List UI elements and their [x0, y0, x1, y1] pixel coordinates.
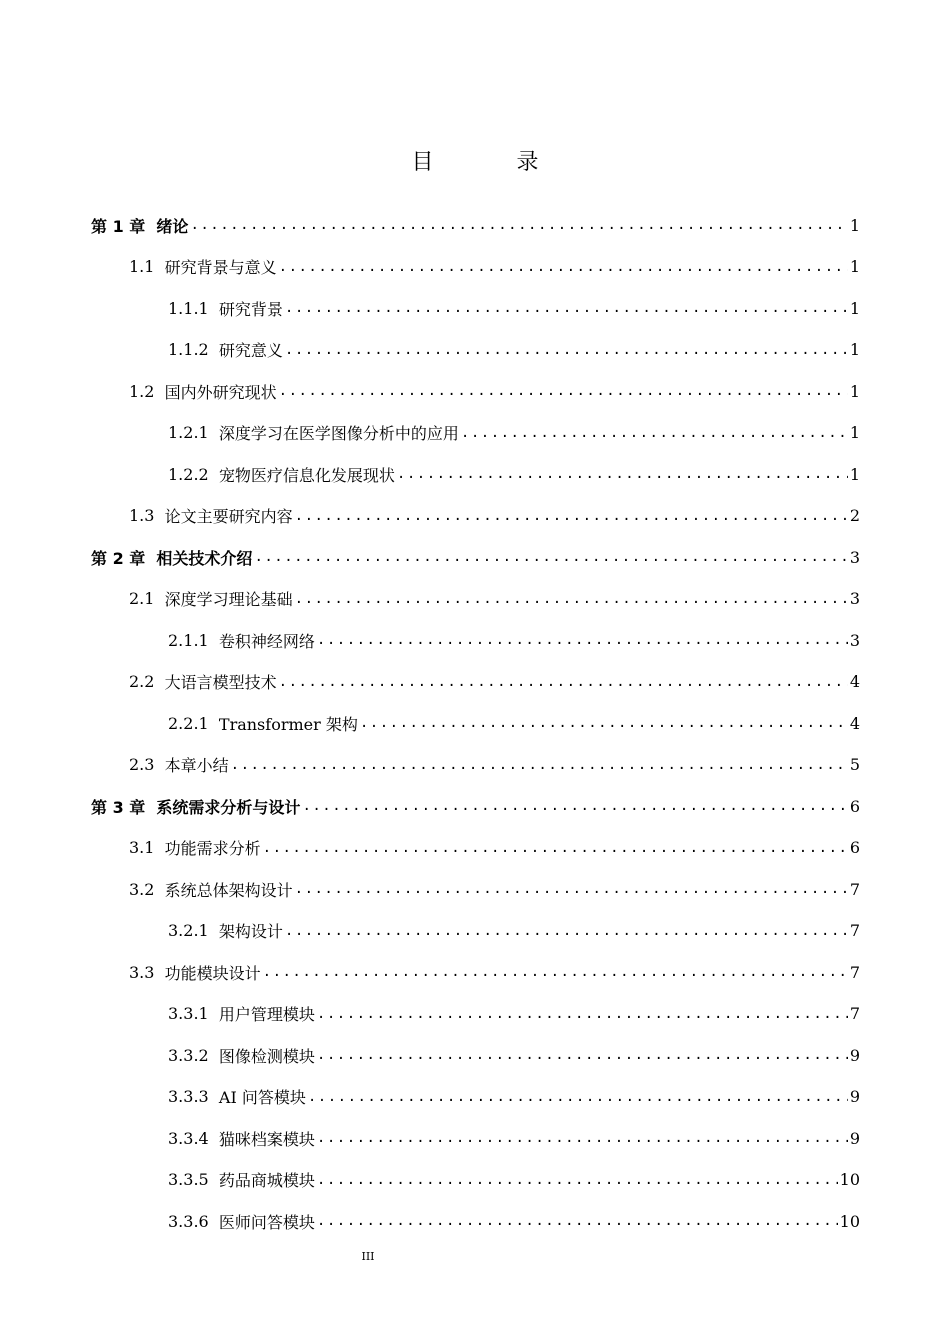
toc-entry-page: 1 [849, 257, 860, 276]
toc-entry-number: 第 1 章 [91, 216, 146, 236]
toc-dot-leader [317, 622, 848, 658]
toc-entry[interactable] [168, 1079, 860, 1115]
toc-dot-leader [295, 581, 848, 617]
toc-entry-number: 3.1 [129, 838, 155, 857]
toc-entry[interactable] [129, 373, 860, 409]
toc-entry-page: 2 [849, 506, 860, 525]
toc-entry-page: 1 [849, 464, 860, 484]
toc-dot-leader [317, 1203, 838, 1239]
toc-dot-leader [295, 498, 848, 534]
toc-entry-title: 宠物医疗信息化发展现状 [218, 465, 395, 485]
toc-entry-title: 功能需求分析 [164, 839, 261, 858]
toc-entry-title: 图像检测模块 [218, 1046, 315, 1066]
toc-entry-number: 3.3 [129, 962, 155, 982]
toc-entry-number: 1.2.1 [168, 423, 209, 442]
toc-entry[interactable] [168, 290, 860, 326]
toc-entry-page: 9 [849, 1128, 860, 1148]
toc-dot-leader [254, 539, 847, 575]
toc-entry-title: 绪论 [156, 216, 189, 236]
toc-entry-number: 1.1.1 [168, 298, 209, 318]
toc-entry-page: 9 [849, 1045, 860, 1065]
toc-dot-leader [279, 373, 848, 409]
toc-entry[interactable] [168, 996, 860, 1032]
toc-entry-title: 研究意义 [218, 341, 283, 360]
toc-entry-page: 3 [849, 547, 860, 567]
toc-entry[interactable] [91, 207, 860, 243]
toc-entry-page: 7 [849, 1004, 860, 1023]
toc-entry-number: 2.1 [129, 589, 155, 608]
toc-entry-number: 3.2.1 [168, 921, 209, 940]
toc-entry-title: 国内外研究现状 [164, 382, 277, 402]
toc-entry-title: 研究背景与意义 [164, 258, 277, 277]
toc-title: 目 录 [411, 150, 577, 175]
toc-entry-page: 7 [849, 962, 860, 982]
toc-entry-page: 10 [839, 1170, 860, 1189]
toc-entry[interactable] [129, 954, 860, 990]
toc-entry-title: AI 问答模块 [218, 1088, 306, 1107]
toc-dot-leader [285, 913, 848, 949]
toc-entry-title: 论文主要研究内容 [164, 507, 293, 526]
toc-entry-number: 1.3 [129, 506, 155, 525]
toc-entry-title: 系统需求分析与设计 [156, 797, 301, 817]
toc-entry[interactable] [129, 747, 860, 783]
toc-dot-leader [308, 1079, 848, 1115]
toc-entry-page: 6 [849, 838, 860, 857]
toc-entry[interactable] [168, 1037, 860, 1073]
toc-entry-title: Transformer 架构 [218, 714, 358, 734]
toc-entry[interactable] [129, 664, 860, 700]
toc-entry-page: 1 [849, 381, 860, 401]
toc-entry-page: 7 [849, 921, 860, 940]
toc-entry-number: 2.3 [129, 755, 155, 774]
toc-entry-title: 医师问答模块 [218, 1212, 315, 1232]
toc-entry-title: 本章小结 [164, 756, 229, 775]
toc-entry-page: 6 [849, 796, 860, 816]
toc-entry-page: 3 [849, 630, 860, 650]
toc-dot-leader [317, 1120, 848, 1156]
toc-entry-number: 3.3.3 [168, 1087, 209, 1106]
toc-dot-leader [302, 788, 847, 824]
toc-dot-leader [285, 290, 848, 326]
toc-entry-title: 功能模块设计 [164, 963, 261, 983]
toc-entry-title: 相关技术介绍 [156, 548, 253, 568]
toc-entry-number: 1.2.2 [168, 464, 209, 484]
toc-dot-leader [190, 207, 847, 243]
toc-dot-leader [360, 705, 848, 741]
toc-entry-number: 2.2 [129, 672, 155, 691]
toc-entry-number: 3.2 [129, 879, 155, 899]
toc-entry[interactable] [168, 1203, 860, 1239]
toc-entry-title: 系统总体架构设计 [164, 880, 293, 900]
toc-entry-number: 1.2 [129, 381, 155, 401]
toc-entry-page: 1 [849, 423, 860, 442]
toc-entry-page: 4 [849, 713, 860, 733]
toc-entry[interactable] [168, 1120, 860, 1156]
toc-dot-leader [295, 871, 848, 907]
toc-entry-number: 3.3.4 [168, 1128, 209, 1148]
toc-entry-page: 1 [849, 298, 860, 318]
toc-entry[interactable] [91, 788, 860, 824]
toc-entry-number: 3.3.2 [168, 1045, 209, 1065]
toc-entry-page: 9 [849, 1087, 860, 1106]
toc-dot-leader [397, 456, 848, 492]
toc-dot-leader [317, 996, 848, 1032]
toc-entry-title: 深度学习理论基础 [164, 590, 293, 609]
toc-entry[interactable] [168, 332, 860, 368]
toc-entry-title: 用户管理模块 [218, 1005, 315, 1024]
toc-entry-number: 3.3.6 [168, 1211, 209, 1231]
toc-entry[interactable] [168, 415, 860, 451]
toc-entry-number: 3.3.5 [168, 1170, 209, 1189]
toc-entry-number: 第 3 章 [91, 797, 146, 817]
toc-entry-page: 3 [849, 589, 860, 608]
toc-dot-leader [279, 249, 848, 285]
toc-dot-leader [285, 332, 848, 368]
toc-dot-leader [263, 830, 848, 866]
toc-entry-number: 1.1.2 [168, 340, 209, 359]
toc-entry-title: 架构设计 [218, 922, 283, 941]
toc-entry[interactable] [129, 498, 860, 534]
toc-entry[interactable] [129, 249, 860, 285]
toc-entry[interactable] [168, 913, 860, 949]
toc-dot-leader [231, 747, 848, 783]
footer-page-number: III [361, 1250, 375, 1263]
toc-entry-number: 第 2 章 [91, 548, 146, 568]
toc-entry[interactable] [129, 871, 860, 907]
toc-dot-leader [317, 1037, 848, 1073]
toc-entry[interactable] [168, 456, 860, 492]
toc-entry-page: 1 [849, 215, 860, 235]
toc-entry[interactable] [129, 581, 860, 617]
toc-dot-leader [263, 954, 848, 990]
toc-entry-number: 2.1.1 [168, 630, 209, 650]
toc-dot-leader [279, 664, 848, 700]
toc-entry-page: 5 [849, 755, 860, 774]
toc-entry-page: 1 [849, 340, 860, 359]
toc-entry-title: 卷积神经网络 [218, 631, 315, 651]
toc-entry-number: 1.1 [129, 257, 155, 276]
toc-entry-page: 7 [849, 879, 860, 899]
toc-entry[interactable] [129, 830, 860, 866]
toc-entry[interactable] [168, 705, 860, 741]
toc-entry[interactable] [91, 539, 860, 575]
toc-entry-title: 猫咪档案模块 [218, 1129, 315, 1149]
toc-dot-leader [317, 1162, 838, 1198]
toc-entry-page: 10 [839, 1211, 860, 1231]
toc-entry-title: 研究背景 [218, 299, 283, 319]
toc-entry-number: 2.2.1 [168, 713, 209, 733]
toc-entry-title: 药品商城模块 [218, 1171, 315, 1190]
toc-entry-page: 4 [849, 672, 860, 691]
toc-entry-title: 深度学习在医学图像分析中的应用 [218, 424, 459, 443]
toc-dot-leader [461, 415, 848, 451]
toc-entry[interactable] [168, 1162, 860, 1198]
toc-entry-number: 3.3.1 [168, 1004, 209, 1023]
toc-entry-title: 大语言模型技术 [164, 673, 277, 692]
toc-entry[interactable] [168, 622, 860, 658]
